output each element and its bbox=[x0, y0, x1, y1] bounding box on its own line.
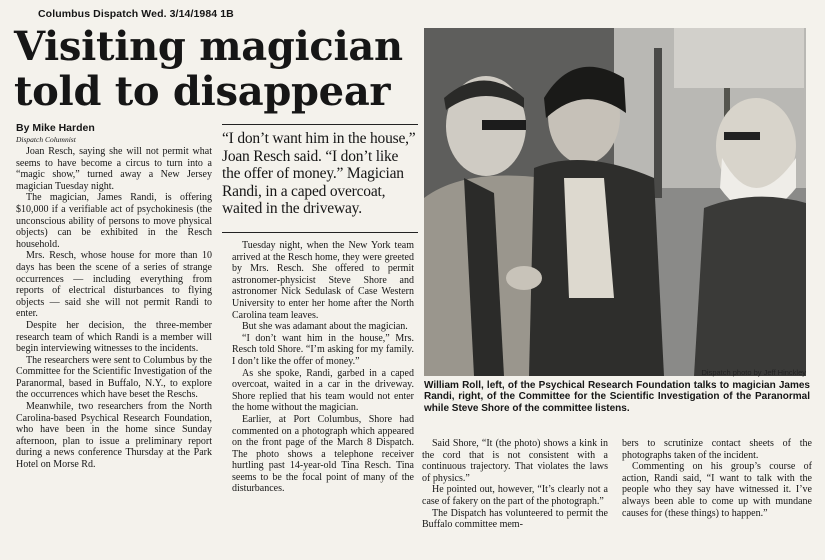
paragraph: Said Shore, “It (the photo) shows a kink in the cord that is not consistent with a continuous trajectory. That violates the laws of physics.” bbox=[422, 438, 608, 484]
byline: By Mike Harden bbox=[16, 122, 95, 134]
pullquote-rule-top bbox=[222, 124, 418, 125]
headline bbox=[14, 24, 424, 114]
article-column-2 bbox=[232, 240, 414, 495]
photo-credit: Dispatch photo by Jeff Hinckley bbox=[701, 368, 806, 377]
paragraph: Mrs. Resch, whose house for more than 10 days has been the scene of a series of strange occurrences — including everything from reports of electrical disturbances to flying objects — said she will not permit Randi to enter. bbox=[16, 250, 212, 320]
dateline: Columbus Dispatch Wed. 3/14/1984 1B bbox=[38, 8, 234, 20]
paragraph: He pointed out, however, “It’s clearly not a case of fakery on the part of the photograph.” bbox=[422, 484, 608, 507]
paragraph: As she spoke, Randi, garbed in a caped overcoat, waited in a car in the driveway. Shore replied that his team would not enter the home without the magician. bbox=[232, 367, 414, 414]
article-column-3 bbox=[422, 438, 608, 531]
article-column-1 bbox=[16, 146, 212, 471]
news-photo bbox=[424, 28, 806, 376]
pullquote-rule-bottom bbox=[222, 232, 418, 233]
headline-line-2: told to disappear bbox=[14, 68, 391, 115]
paragraph: “I don’t want him in the house,” Mrs. Resch told Shore. “I’m asking for my family. I don’t like the offer of money.” bbox=[232, 332, 414, 367]
paragraph: Meanwhile, two researchers from the North Carolina-based Psychical Research Foundation, who have been in the home since Sunday afternoon, plan to issue a preliminary report during a news conference Thursday at the Park Hotel on Morse Rd. bbox=[16, 401, 212, 471]
paragraph: Tuesday night, when the New York team arrived at the Resch home, they were greeted by Mrs. Resch. She offered to permit astronomer-physicist Steve Shore and astronomer Nick Sedulask of Case Western University to enter her home after the North Carolina team leaves. bbox=[232, 240, 414, 321]
paragraph: Despite her decision, the three-member research team of which Randi is a member will begin interviewing witnesses to the incidents. bbox=[16, 319, 212, 355]
pullquote: “I don’t want him in the house,” Joan Resch said. “I don’t like the offer of money.” Magician Randi, in a caped overcoat, waited in the driveway. bbox=[222, 130, 416, 217]
byline-role: Dispatch Columnist bbox=[16, 135, 76, 144]
paragraph: Earlier, at Port Columbus, Shore had commented on a photograph which appeared on the front page of the March 8 Dispatch. The photo shows a telephone receiver hurtling past 14-year-old Tina Resch. Tina seems to be the focal point of many of the disturbances. bbox=[232, 413, 414, 495]
photo-caption: William Roll, left, of the Psychical Research Foundation talks to magician James Randi, right, of the Committee for the Scientific Investigation of the Paranormal while Steve Shore of the committee listens. bbox=[424, 380, 810, 414]
photo-illustration bbox=[424, 28, 806, 376]
paragraph: bers to scrutinize contact sheets of the photographs taken of the incident. bbox=[622, 438, 812, 461]
paragraph: The Dispatch has volunteered to permit the Buffalo committee mem- bbox=[422, 507, 608, 531]
paragraph: The magician, James Randi, is offering $10,000 if a verifiable act of psychokinesis (the unconscious ability of persons to move physical objects) can be exhibited in the Resch household. bbox=[16, 192, 212, 250]
paragraph: But she was adamant about the magician. bbox=[242, 321, 408, 333]
paragraph: The researchers were sent to Columbus by the Committee for the Scientific Investigation of the Paranormal, based in Buffalo, N.Y., to explore the occurrences which have beset the Reschs. bbox=[16, 354, 212, 401]
article-column-4 bbox=[622, 438, 812, 519]
paragraph: Commenting on his group’s course of action, Randi said, “I want to talk with the people who they say have witnessed it. I’ve always been able to come up with mundane causes for (these things) to happen.” bbox=[622, 461, 812, 519]
paragraph: Joan Resch, saying she will not permit what seems to have become a circus to turn into a “magic show,” turned away a New Jersey magician Tuesday night. bbox=[16, 146, 212, 192]
headline-line-1: Visiting magician bbox=[14, 23, 403, 70]
